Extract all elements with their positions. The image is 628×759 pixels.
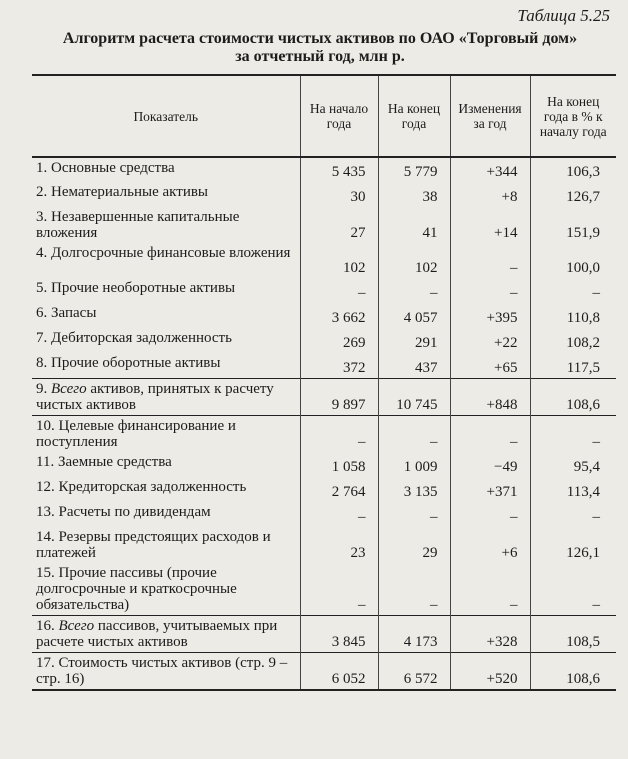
- cell-start: –: [300, 278, 378, 303]
- header-row: [32, 75, 616, 157]
- row-label: 10. Целевые финансирование и поступления: [32, 415, 300, 452]
- row-label: 1. Основные средства: [32, 157, 300, 182]
- cell-change: +520: [450, 652, 530, 690]
- cell-percent: 117,5: [566, 359, 600, 376]
- row-label: 5. Прочие необоротные активы: [32, 278, 300, 303]
- table-row: [32, 243, 616, 278]
- cell-change: +371: [450, 477, 530, 502]
- row-label: 17. Стоимость чистых активов (стр. 9 – стр. 16): [32, 652, 300, 690]
- cell-start: 102: [300, 243, 378, 278]
- cell-start: –: [300, 415, 378, 452]
- header-end: На конец года: [378, 75, 450, 157]
- cell-percent: 126,1: [566, 544, 600, 561]
- row-label: 3. Незавершенные капитальные вложения: [32, 207, 300, 243]
- header-percent: На конец года в % к началу года: [530, 75, 616, 157]
- cell-end: 4 173: [378, 615, 450, 652]
- table-caption: Таблица 5.25: [517, 6, 610, 25]
- cell-start: 23: [300, 527, 378, 563]
- cell-percent: 113,4: [566, 483, 600, 500]
- cell-change: +344: [450, 157, 530, 182]
- cell-end: 5 779: [378, 157, 450, 182]
- row-number: 16.: [36, 617, 59, 634]
- row-label: 11. Заемные средства: [32, 452, 300, 477]
- table-row: [32, 527, 616, 563]
- row-label: 2. Нематериальные активы: [32, 182, 300, 207]
- cell-start: –: [300, 563, 378, 616]
- table-row: [32, 502, 616, 527]
- cell-percent: 108,6: [530, 652, 616, 690]
- cell-end: 10 745: [378, 378, 450, 415]
- table-row: [32, 452, 616, 477]
- cell-percent: 108,2: [566, 335, 600, 351]
- header-start: На начало года: [300, 75, 378, 157]
- cell-change: +22: [450, 328, 530, 353]
- cell-change: –: [450, 243, 530, 278]
- table-row: [32, 563, 616, 616]
- cell-start: 3 845: [300, 615, 378, 652]
- cell-change: +395: [450, 303, 530, 328]
- cell-end: 102: [378, 243, 450, 278]
- cell-end: 1 009: [378, 452, 450, 477]
- cell-change: –: [450, 278, 530, 303]
- row-label: 4. Долгосрочные финансовые вложения: [32, 243, 300, 278]
- cell-percent: –: [592, 596, 600, 613]
- cell-start: 372: [300, 353, 378, 378]
- cell-end: 29: [378, 527, 450, 563]
- cell-percent: 110,8: [566, 310, 600, 326]
- table-row: [32, 477, 616, 502]
- row-label: 13. Расчеты по дивидендам: [32, 502, 300, 527]
- table-row-total-liabilities: [32, 615, 616, 652]
- table-row: [32, 207, 616, 243]
- cell-end: 41: [378, 207, 450, 243]
- cell-start: 9 897: [300, 378, 378, 415]
- cell-change: +65: [450, 353, 530, 378]
- cell-end: 6 572: [378, 652, 450, 690]
- row-label: 6. Запасы: [32, 303, 300, 328]
- cell-change: +6: [450, 527, 530, 563]
- row-label-italic: Всего: [51, 380, 87, 397]
- table-row-net-assets: [32, 652, 616, 690]
- cell-percent: 100,0: [566, 260, 600, 276]
- cell-end: –: [378, 415, 450, 452]
- cell-start: 27: [300, 207, 378, 243]
- cell-change: –: [450, 502, 530, 527]
- cell-end: –: [378, 563, 450, 616]
- cell-change: +14: [450, 207, 530, 243]
- cell-percent: 151,9: [566, 225, 600, 241]
- cell-percent: –: [592, 285, 600, 301]
- net-assets-table: [32, 74, 616, 691]
- cell-percent: –: [592, 508, 600, 525]
- row-label: 7. Дебиторская задолженность: [32, 328, 300, 353]
- cell-percent: 95,4: [573, 458, 600, 475]
- row-label: [32, 615, 300, 652]
- header-indicator: Показатель: [32, 75, 300, 157]
- cell-change: –: [450, 415, 530, 452]
- table-row: [32, 278, 616, 303]
- cell-change: −49: [450, 452, 530, 477]
- row-label: [32, 378, 300, 415]
- cell-percent: 126,7: [566, 189, 600, 205]
- table-row: [32, 328, 616, 353]
- cell-change: +328: [450, 615, 530, 652]
- row-label-italic: Всего: [58, 617, 95, 634]
- header-change: Изменения за год: [450, 75, 530, 157]
- cell-start: 1 058: [300, 452, 378, 477]
- cell-end: 38: [378, 182, 450, 207]
- title-line-2: за отчетный год, млн р.: [235, 48, 405, 65]
- cell-percent: –: [530, 415, 616, 452]
- row-label-rest: активов, принятых к расчету чистых активов: [36, 380, 274, 413]
- table-row: [32, 415, 616, 452]
- cell-percent: 108,6: [530, 378, 616, 415]
- cell-end: 3 135: [378, 477, 450, 502]
- row-label: 14. Резервы предстоящих расходов и платежей: [32, 527, 300, 563]
- row-label-rest: пассивов, учитываемых при расчете чистых активов: [36, 617, 278, 650]
- cell-start: 6 052: [300, 652, 378, 690]
- table-row: [32, 353, 616, 378]
- row-label: 15. Прочие пассивы (прочие долгосрочные и краткосрочные обязательства): [32, 563, 300, 616]
- row-label: 12. Кредиторская задолженность: [32, 477, 300, 502]
- table-row: [32, 182, 616, 207]
- cell-start: 2 764: [300, 477, 378, 502]
- cell-change: +8: [450, 182, 530, 207]
- cell-percent: 108,5: [530, 615, 616, 652]
- cell-start: –: [300, 502, 378, 527]
- cell-end: –: [378, 502, 450, 527]
- cell-change: +848: [450, 378, 530, 415]
- row-label: 8. Прочие оборотные активы: [32, 353, 300, 378]
- table-title: [20, 30, 620, 66]
- cell-percent: 106,3: [566, 164, 600, 180]
- cell-end: 291: [378, 328, 450, 353]
- cell-start: 3 662: [300, 303, 378, 328]
- table-row: [32, 303, 616, 328]
- table-row-total-assets: [32, 378, 616, 415]
- cell-change: –: [450, 563, 530, 616]
- cell-start: 30: [300, 182, 378, 207]
- cell-end: 437: [378, 353, 450, 378]
- cell-end: 4 057: [378, 303, 450, 328]
- cell-end: –: [378, 278, 450, 303]
- title-line-1: Алгоритм расчета стоимости чистых активов по ОАО «Торговый дом»: [62, 30, 578, 47]
- table-row: [32, 157, 616, 182]
- cell-start: 5 435: [300, 157, 378, 182]
- row-number: 9.: [36, 380, 51, 397]
- cell-start: 269: [300, 328, 378, 353]
